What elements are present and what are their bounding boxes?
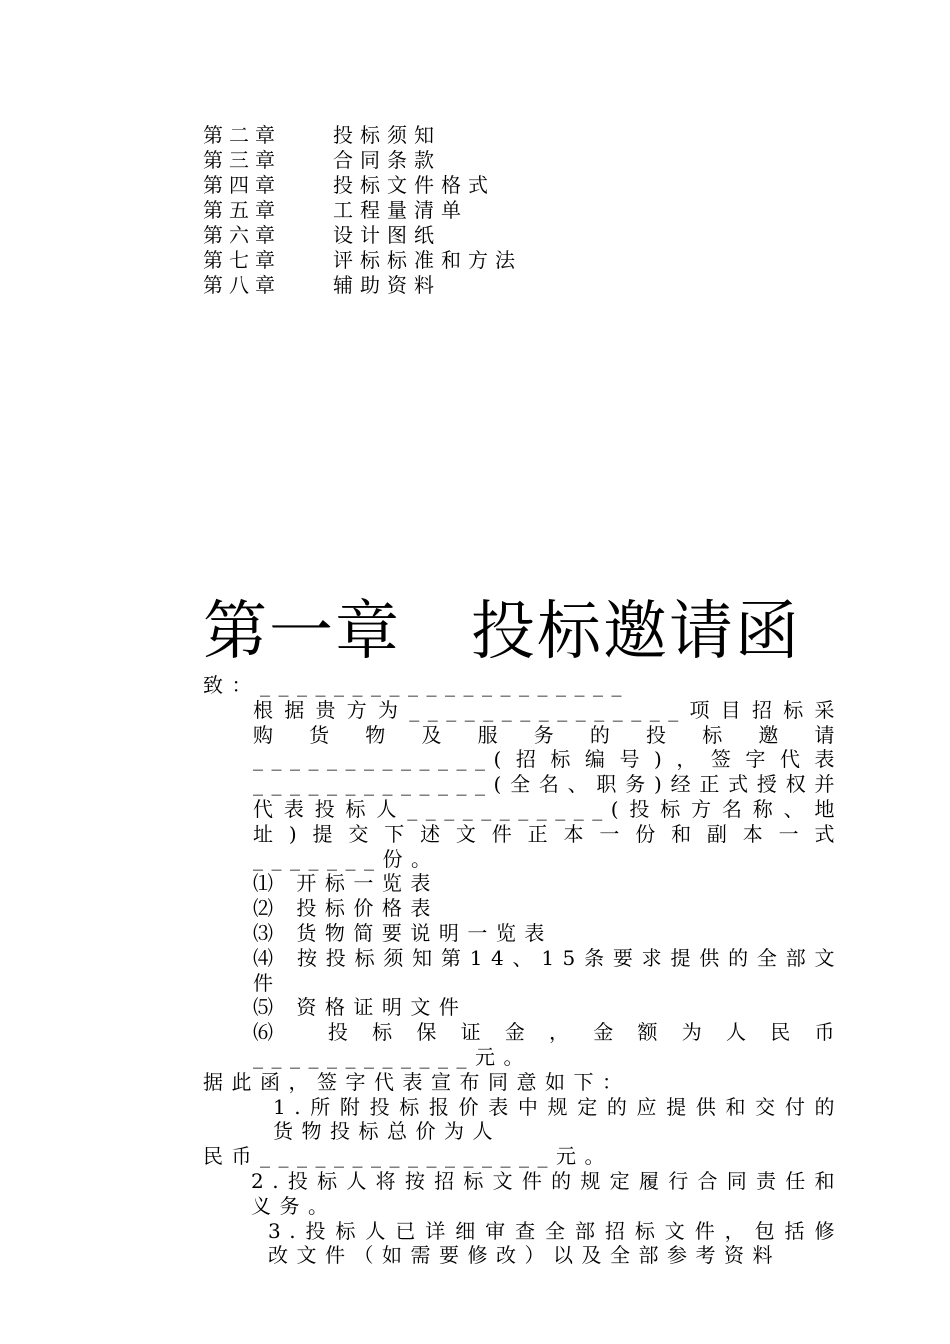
toc-title: 评标标准和方法 — [333, 248, 522, 272]
letter-paragraph: 根据贵方为_______________项目招标采购货物及服务的投标邀请_____________(招标编号)，签字代表_____________(全名、职务)经正式授权并代表投标人___________(投标方名称、地址)提交下述文件正本一份和副本一式_______份。 — [253, 697, 843, 871]
table-of-contents — [203, 123, 623, 298]
declaration-line: 据此函，签字代表宣布同意如下： — [203, 1069, 631, 1094]
toc-chapter: 第五章 — [203, 198, 281, 222]
toc-chapter: 第三章 — [203, 148, 281, 172]
toc-title: 设计图纸 — [333, 223, 441, 247]
toc-title: 投标文件格式 — [333, 173, 495, 197]
toc-chapter: 第二章 — [203, 123, 281, 147]
clause-1: 1.所附投标报价表中规定的应提供和交付的货物投标总价为人 — [273, 1094, 843, 1144]
clause-3: 3.投标人已详细审查全部招标文件，包括修改文件（如需要修改）以及全部参考资料 — [268, 1218, 843, 1268]
toc-item — [203, 173, 623, 198]
list-item: ⑹ 投标保证金，金额为人民币____________元。 — [253, 1020, 843, 1069]
toc-chapter: 第七章 — [203, 248, 281, 272]
list-item: ⑶ 货物简要说明一览表 — [253, 920, 553, 945]
chapter-name: 投标邀请函 — [471, 595, 801, 669]
invitation-letter — [203, 673, 843, 1268]
chapter-number: 第一章 — [203, 595, 401, 669]
toc-title: 辅助资料 — [333, 273, 441, 297]
toc-chapter: 第八章 — [203, 273, 281, 297]
clause-1-amount: 民币________________元。 — [203, 1144, 613, 1169]
toc-item — [203, 273, 623, 298]
toc-chapter: 第六章 — [203, 223, 281, 247]
toc-item — [203, 248, 623, 273]
toc-chapter: 第四章 — [203, 173, 281, 197]
toc-item — [203, 123, 623, 148]
list-item: ⑸ 资格证明文件 — [253, 995, 468, 1020]
clause-2: 2.投标人将按招标文件的规定履行合同责任和义务。 — [251, 1168, 843, 1218]
toc-title: 工程量清单 — [333, 198, 468, 222]
toc-item — [203, 198, 623, 223]
chapter-heading — [203, 592, 801, 672]
list-item: ⑷ 按投标须知第14、15条要求提供的全部文件 — [253, 945, 843, 995]
recipient-line: 致：____________________ — [203, 673, 630, 697]
toc-item — [203, 223, 623, 248]
toc-title: 合同条款 — [333, 148, 441, 172]
toc-title: 投标须知 — [333, 123, 441, 147]
list-item: ⑵ 投标价格表 — [253, 896, 439, 921]
list-item: ⑴ 开标一览表 — [253, 871, 439, 896]
toc-item — [203, 148, 623, 173]
